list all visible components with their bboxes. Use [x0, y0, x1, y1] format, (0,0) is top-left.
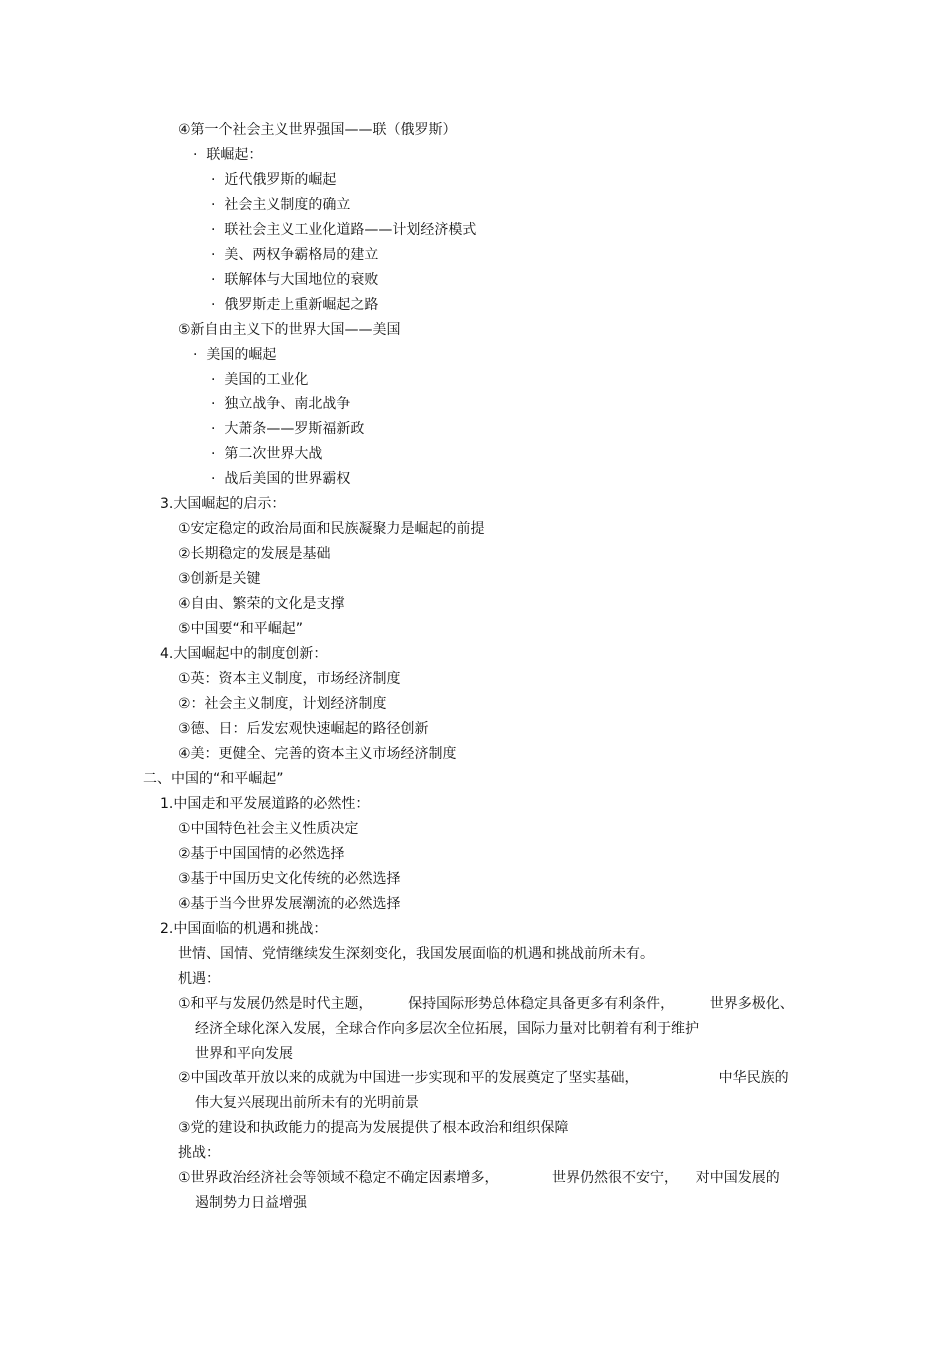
list-item: · 大萧条——罗斯福新政: [211, 421, 365, 437]
list-item: ①中国特色社会主义性质决定: [178, 821, 359, 837]
list-item: ②基于中国国情的必然选择: [178, 846, 345, 862]
bullet-us-rise: · 美国的崛起: [193, 347, 277, 363]
list-item: ②：社会主义制度，计划经济制度: [178, 696, 387, 712]
list-item: · 联解体与大国地位的衰败: [211, 272, 379, 288]
subheading-challenges: 挑战：: [178, 1145, 220, 1161]
continuation-line: 世界和平向发展: [195, 1046, 293, 1062]
heading-usa: ⑤新自由主义下的世界大国——美国: [178, 322, 401, 338]
paragraph: 世情、国情、党情继续发生深刻变化，我国发展面临的机遇和挑战前所未有。: [178, 946, 654, 962]
list-item: · 美、两权争霸格局的建立: [211, 247, 379, 263]
continuation-line: 遏制势力日益增强: [195, 1195, 307, 1211]
list-item: · 联社会主义工业化道路——计划经济模式: [211, 222, 477, 238]
continuation-line: 伟大复兴展现出前所未有的光明前景: [195, 1095, 419, 1111]
list-item: ④基于当今世界发展潮流的必然选择: [178, 896, 401, 912]
list-item: · 近代俄罗斯的崛起: [211, 172, 337, 188]
list-item: · 美国的工业化: [211, 372, 309, 388]
list-item: · 战后美国的世界霸权: [211, 471, 351, 487]
section-heading: 1.中国走和平发展道路的必然性：: [160, 796, 370, 812]
list-item: ③基于中国历史文化传统的必然选择: [178, 871, 401, 887]
bullet-soviet-rise: · 联崛起：: [193, 147, 263, 163]
list-item: · 独立战争、南北战争: [211, 396, 351, 412]
list-item: ①安定稳定的政治局面和民族凝聚力是崛起的前提: [178, 521, 485, 537]
list-item: ③创新是关键: [178, 571, 261, 587]
list-item: ①世界政治经济社会等领域不稳定不确定因素增多， 世界仍然很不安宁， 对中国发展的: [178, 1170, 780, 1186]
list-item: · 社会主义制度的确立: [211, 197, 351, 213]
list-item: ③党的建设和执政能力的提高为发展提供了根本政治和组织保障: [178, 1120, 569, 1136]
list-item: ②长期稳定的发展是基础: [178, 546, 331, 562]
list-item: ③德、日：后发宏观快速崛起的路径创新: [178, 721, 429, 737]
list-item: ②中国改革开放以来的成就为中国进一步实现和平的发展奠定了坚实基础， 中华民族的: [178, 1070, 789, 1086]
list-item: · 俄罗斯走上重新崛起之路: [211, 297, 379, 313]
list-item: ①英：资本主义制度，市场经济制度: [178, 671, 401, 687]
list-item: ⑤中国要“和平崛起”: [178, 621, 304, 637]
heading-russia: ④第一个社会主义世界强国——联（俄罗斯）: [178, 122, 457, 138]
list-item: ①和平与发展仍然是时代主题， 保持国际形势总体稳定具备更多有利条件， 世界多极化、: [178, 996, 794, 1012]
section-heading: 2.中国面临的机遇和挑战：: [160, 921, 328, 937]
chapter-heading: 二、中国的“和平崛起”: [143, 771, 284, 787]
list-item: · 第二次世界大战: [211, 446, 323, 462]
section-heading: 4.大国崛起中的制度创新：: [160, 646, 328, 662]
continuation-line: 经济全球化深入发展，全球合作向多层次全位拓展，国际力量对比朝着有利于维护: [195, 1021, 699, 1037]
subheading-opportunities: 机遇：: [178, 971, 220, 987]
list-item: ④美：更健全、完善的资本主义市场经济制度: [178, 746, 457, 762]
section-heading: 3.大国崛起的启示：: [160, 496, 286, 512]
list-item: ④自由、繁荣的文化是支撑: [178, 596, 345, 612]
